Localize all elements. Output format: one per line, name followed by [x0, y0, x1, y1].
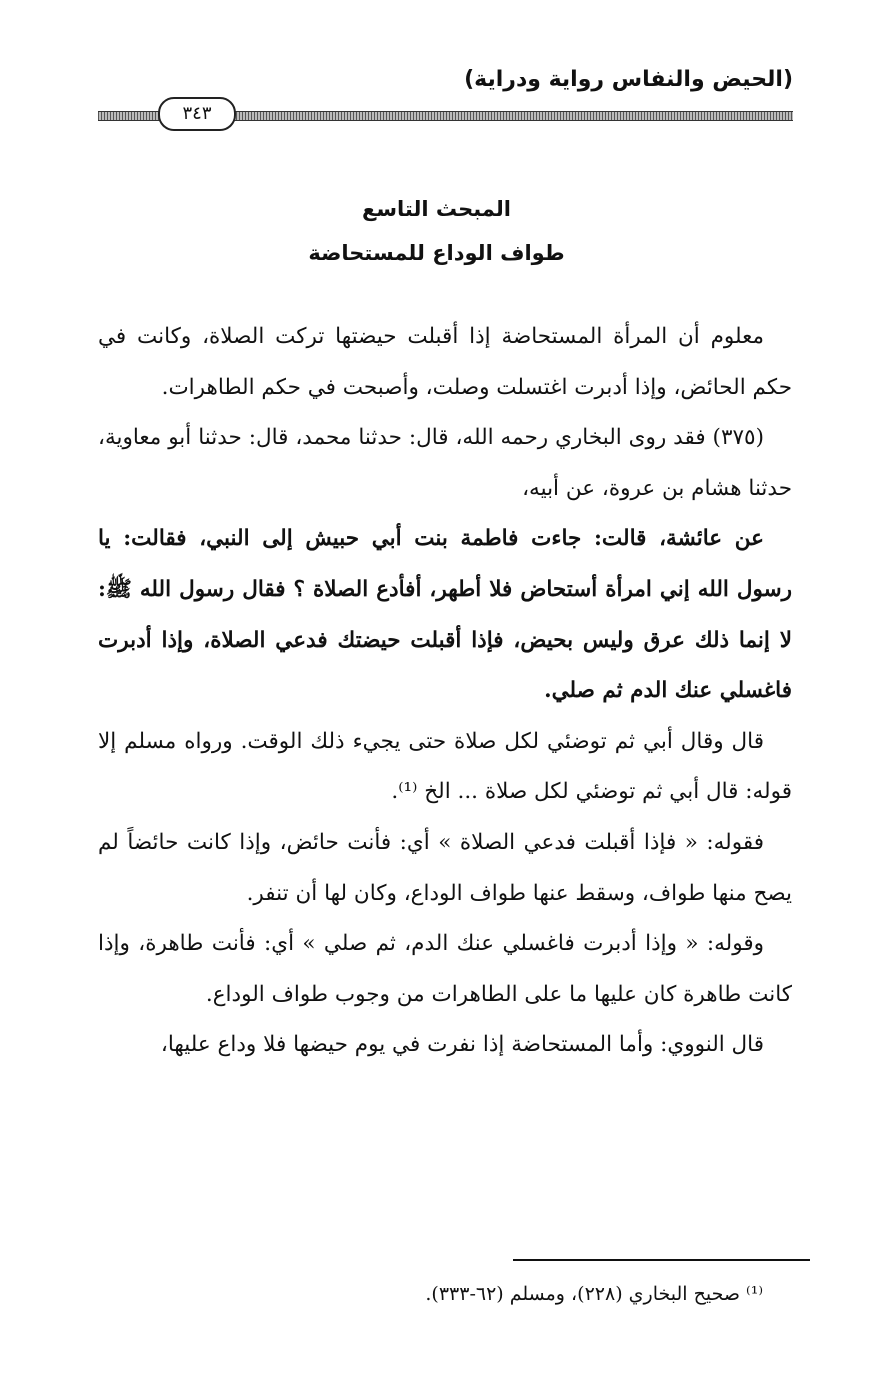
footnote-divider — [513, 1259, 810, 1261]
body-text — [98, 312, 792, 1071]
paragraph: قال النووي: وأما المستحاضة إذا نفرت في يوم حيضها فلا وداع عليها، — [160, 1032, 764, 1058]
section-subheading: طواف الوداع للمستحاضة — [308, 241, 565, 265]
paragraph: (٣٧٥) فقد روى البخاري رحمه الله، قال: حدثنا محمد، قال: حدثنا أبو معاوية، حدثنا هشام بن عروة، عن أبيه، — [98, 425, 792, 501]
footnote: ⁽¹⁾ صحيح البخاري (٢٢٨)، ومسلم (٦٢-٣٣٣). — [425, 1283, 763, 1305]
hadith-paragraph: عن عائشة، قالت: جاءت فاطمة بنت أبي حبيش إلى النبي، فقالت: يا رسول الله إني امرأة أستحاض فلا أطهر، أفأدع الصلاة ؟ فقال رسول الله ﷺ: لا إنما ذلك عرق وليس بحيض، فإذا أقبلت حيضتك فدعي الصلاة، وإذا أدبرت فاغسلي عنك الدم ثم صلي. — [98, 526, 792, 704]
section-heading: المبحث التاسع — [362, 197, 511, 221]
paragraph: قال وقال أبي ثم توضئي لكل صلاة حتى يجيء ذلك الوقت. ورواه مسلم إلا قوله: قال أبي ثم توضئي لكل صلاة ... الخ ⁽¹⁾. — [98, 728, 792, 805]
paragraph: وقوله: « وإذا أدبرت فاغسلي عنك الدم، ثم صلي » أي: فأنت طاهرة، وإذا كانت طاهرة كان عليها ما على الطاهرات من وجوب طواف الوداع. — [98, 931, 792, 1007]
running-title: (الحيض والنفاس رواية ودراية) — [464, 67, 793, 92]
page-number: ٣٤٣ — [158, 97, 236, 131]
paragraph: معلوم أن المرأة المستحاضة إذا أقبلت حيضتها تركت الصلاة، وكانت في حكم الحائض، وإذا أدبرت اغتسلت وصلت، وأصبحت في حكم الطاهرات. — [98, 324, 792, 400]
paragraph: فقوله: « فإذا أقبلت فدعي الصلاة » أي: فأنت حائض، وإذا كانت حائضاً لم يصح منها طواف، وسقط عنها طواف الوداع، وكان لها أن تنفر. — [98, 829, 792, 906]
